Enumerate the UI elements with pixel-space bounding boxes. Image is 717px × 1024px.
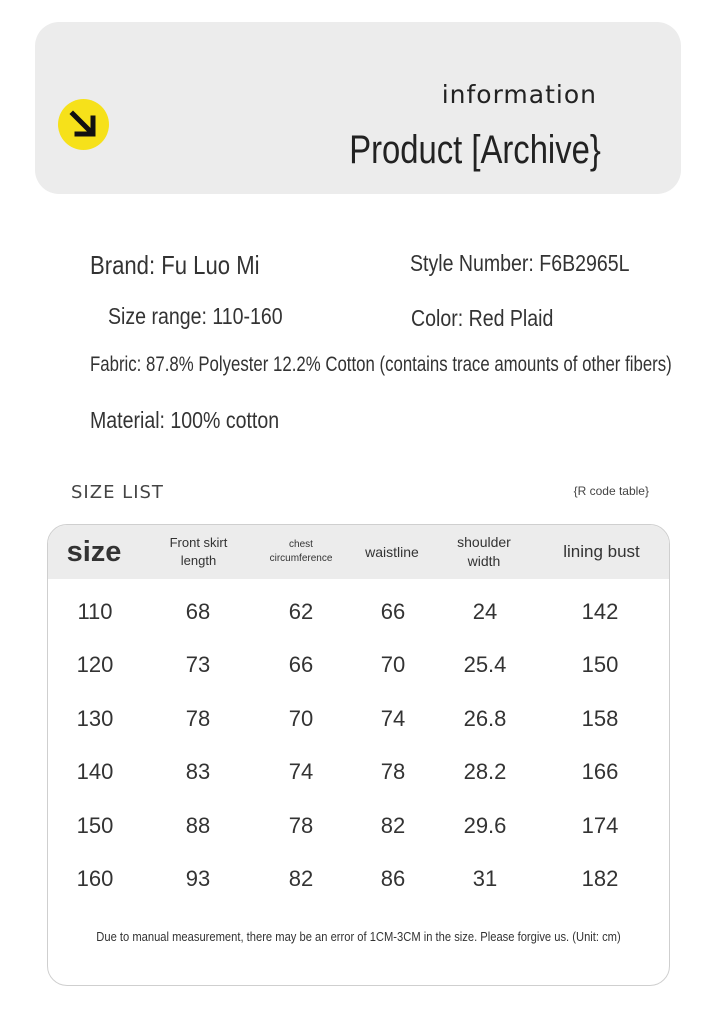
size-range-text: Size range: 110-160	[108, 303, 283, 329]
column-header: size	[66, 535, 122, 568]
measurement-footnote: Due to manual measurement, there may be an error of 1CM-3CM in the size. Please forgive us. (Unit: cm)	[96, 929, 621, 944]
column-header: Front skirt length	[169, 535, 228, 568]
table-cell: 83	[185, 759, 211, 784]
style-number-text: Style Number: F6B2965L	[410, 250, 630, 276]
column-header: shoulder width	[457, 534, 511, 569]
table-cell: 26.8	[463, 706, 507, 731]
column-header: waistline	[365, 544, 419, 560]
size-list-heading: SIZE LIST	[71, 482, 164, 503]
table-cell: 86	[380, 866, 406, 891]
table-cell: 130	[76, 706, 114, 731]
table-cell: 66	[288, 652, 314, 677]
table-cell: 110	[77, 599, 113, 624]
table-cell: 158	[581, 706, 619, 731]
color-text: Color: Red Plaid	[411, 305, 554, 331]
table-cell: 31	[472, 866, 498, 891]
table-cell: 88	[185, 813, 211, 838]
table-cell: 25.4	[463, 652, 507, 677]
table-cell: 160	[76, 866, 114, 891]
page-title: Product [Archive}	[349, 128, 601, 172]
table-cell: 150	[76, 813, 114, 838]
size-table	[47, 524, 670, 986]
brand-text: Brand: Fu Luo Mi	[90, 250, 260, 280]
table-cell: 182	[581, 866, 619, 891]
table-cell: 29.6	[463, 813, 507, 838]
code-table-note: {R code table}	[573, 484, 649, 498]
table-cell: 73	[185, 652, 211, 677]
table-cell: 74	[288, 759, 314, 784]
fabric-text: Fabric: 87.8% Polyester 12.2% Cotton (contains trace amounts of other fibers)	[90, 353, 672, 376]
table-cell: 78	[288, 813, 314, 838]
table-cell: 82	[288, 866, 314, 891]
table-cell: 74	[380, 706, 406, 731]
table-cell: 93	[185, 866, 211, 891]
table-cell: 166	[581, 759, 619, 784]
table-cell: 70	[380, 652, 406, 677]
table-cell: 70	[288, 706, 314, 731]
column-header: chest circumference	[269, 539, 333, 564]
table-cell: 150	[581, 652, 619, 677]
table-header	[48, 525, 669, 579]
column-header: lining bust	[563, 542, 640, 561]
table-cell: 66	[380, 599, 406, 624]
table-cell: 24	[472, 599, 498, 624]
header-subtitle: information	[441, 80, 597, 109]
table-cell: 174	[581, 813, 619, 838]
table-cell: 62	[288, 599, 314, 624]
arrow-down-right-icon	[58, 99, 109, 150]
table-cell: 82	[380, 813, 406, 838]
table-cell: 120	[76, 652, 114, 677]
table-cell: 68	[185, 599, 211, 624]
header-banner	[35, 22, 681, 194]
table-cell: 78	[380, 759, 406, 784]
table-cell: 78	[185, 706, 211, 731]
table-cell: 140	[76, 759, 114, 784]
table-cell: 142	[581, 599, 619, 624]
table-cell: 28.2	[463, 759, 507, 784]
material-text: Material: 100% cotton	[90, 407, 280, 433]
